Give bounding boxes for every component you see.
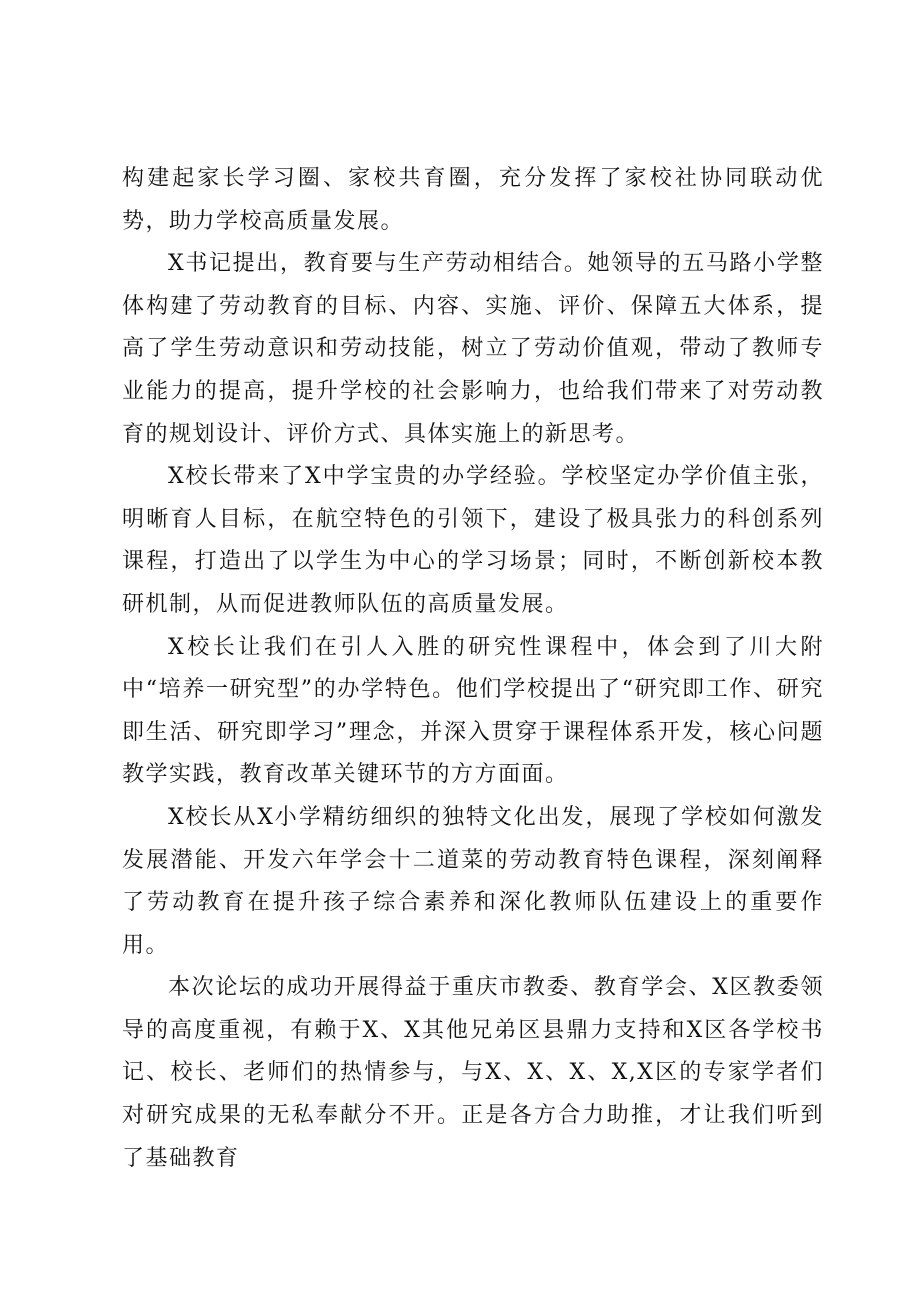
paragraph-2: X书记提出，教育要与生产劳动相结合。她领导的五马路小学整体构建了劳动教育的目标、内容、实施、评价、保障五大体系，提高了学生劳动意识和劳动技能，树立了劳动价值观，带动了教师专业能力的提高，提升学校的社会影响力，也给我们带来了对劳动教育的规划设计、评价方式、具体实施上的新思考。 [122,251,824,447]
paragraph-1: 构建起家长学习圈、家校共育圈，充分发挥了家校社协同联动优势，助力学校高质量发展。 [122,166,824,234]
paragraph-3: X校长带来了X中学宝贵的办学经验。学校坚定办学价值主张，明晰育人目标，在航空特色的引领下，建设了极具张力的科创系列课程，打造出了以学生为中心的学习场景；同时，不断创新校本教研机制，从而促进教师队伍的高质量发展。 [122,464,824,617]
paragraph-4: X校长让我们在引人入胜的研究性课程中，体会到了川大附中“培养一研究型”的办学特色。他们学校提出了“研究即工作、研究即生活、研究即学习”理念，并深入贯穿于课程体系开发，核心问题教学实践，教育改革关键环节的方方面面。 [122,634,824,788]
paragraph-6: 本次论坛的成功开展得益于重庆市教委、教育学会、X区教委领导的高度重视，有赖于X、X其他兄弟区县鼎力支持和X区各学校书记、校长、老师们的热情参与，与X、X、X、X,X区的专家学者们对研究成果的无私奉献分不开。正是各方合力助推，才让我们听到了基础教育 [122,975,824,1171]
paragraph-5: X校长从X小学精纺细织的独特文化出发，展现了学校如何激发发展潜能、开发六年学会十二道菜的劳动教育特色课程，深刻阐释了劳动教育在提升孩子综合素养和深化教师队伍建设上的重要作用。 [122,804,824,958]
body-text [122,158,824,1180]
